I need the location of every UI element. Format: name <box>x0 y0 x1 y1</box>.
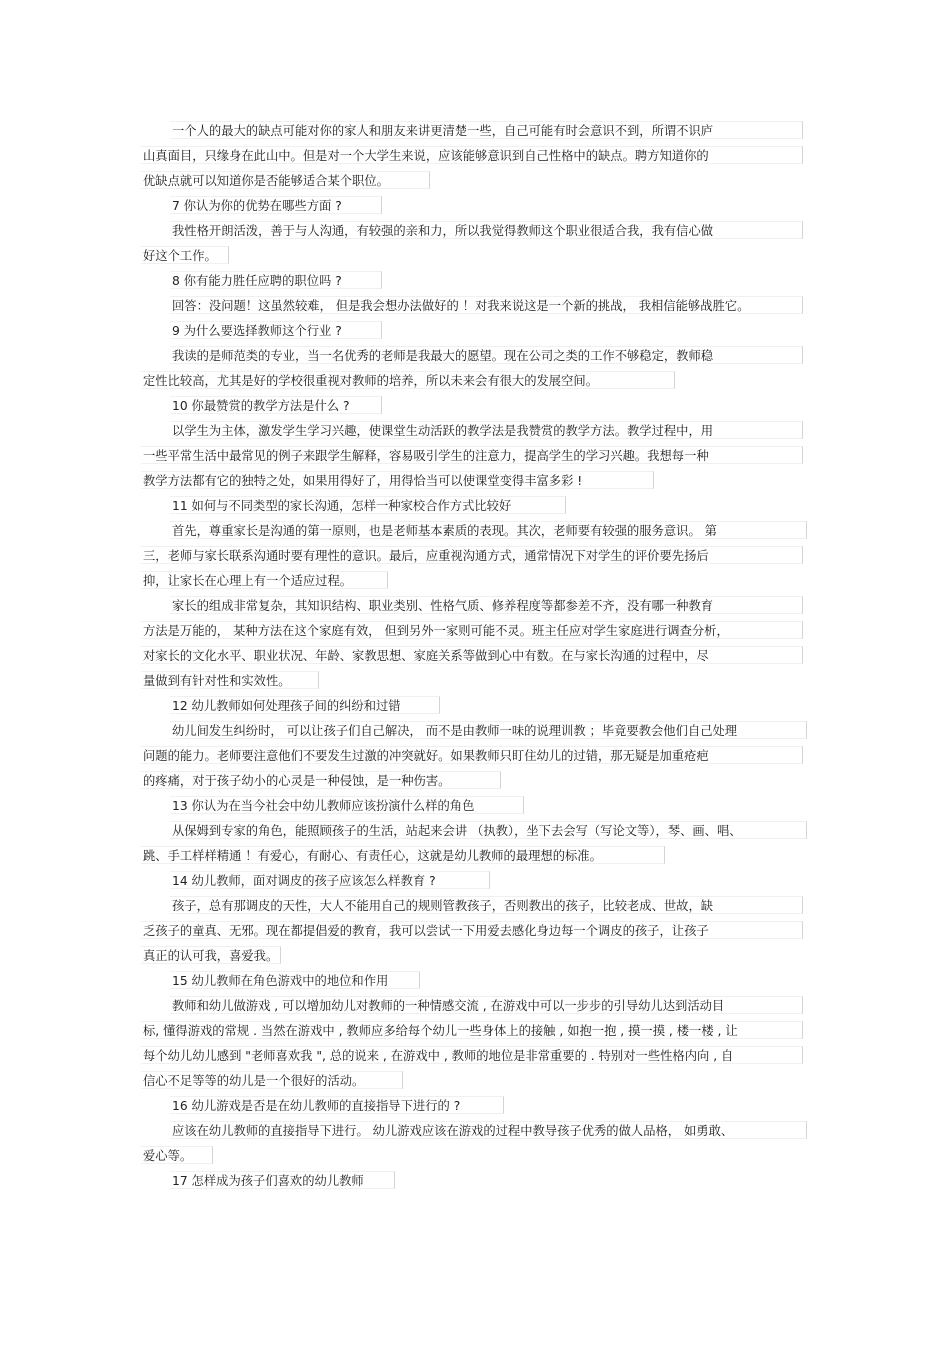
paragraph-line: 一个人的最大的缺点可能对你的家人和朋友来讲更清楚一些，自己可能有时会意识不到，所谓不识庐 <box>170 121 803 139</box>
paragraph-line: 回答：没问题！这虽然较难， 但是我会想办法做好的 ！对我来说这是一个新的挑战， 我相信能够战胜它。 <box>170 296 803 314</box>
paragraph-line: 幼儿间发生纠纷时， 可以让孩子们自己解决， 而不是由教师一味的说理训教 ；毕竟要教会他们自己处理 <box>170 721 807 739</box>
paragraph-line: 抑，让家长在心理上有一个适应过程。 <box>141 571 388 589</box>
question-heading: 11 如何与不同类型的家长沟通，怎样一种家校合作方式比较好 <box>170 496 566 514</box>
question-heading: 10 你最赞赏的教学方法是什么 ? <box>170 396 382 414</box>
question-heading: 14 幼儿教师，面对调皮的孩子应该怎么样教育 ? <box>170 871 490 889</box>
paragraph-line: 一些平常生活中最常见的例子来跟学生解释，容易吸引学生的注意力，提高学生的学习兴趣。我想每一种 <box>141 446 803 464</box>
paragraph-line: 优缺点就可以知道你是否能够适合某个职位。 <box>141 171 430 189</box>
paragraph-line: 方法是万能的， 某种方法在这个家庭有效， 但到另外一家则可能不灵。班主任应对学生家庭进行调查分析， <box>141 621 803 639</box>
paragraph-line: 我性格开朗活泼，善于与人沟通，有较强的亲和力，所以我觉得教师这个职业很适合我，我有信心做 <box>170 221 803 239</box>
paragraph-line: 三，老师与家长联系沟通时要有理性的意识。最后，应重视沟通方式，通常情况下对学生的评价要先扬后 <box>141 546 803 564</box>
question-heading: 17 怎样成为孩子们喜欢的幼儿教师 <box>170 1171 395 1189</box>
paragraph-line: 首先，尊重家长是沟通的第一原则，也是老师基本素质的表现。其次，老师要有较强的服务意识。 第 <box>170 521 807 539</box>
paragraph-line: 乏孩子的童真、无邪。现在都提倡爱的教育，我可以尝试一下用爱去感化身边每一个调皮的孩子，让孩子 <box>141 921 803 939</box>
paragraph-line: 量做到有针对性和实效性。 <box>141 671 319 689</box>
paragraph-line: 标, 懂得游戏的常规 . 当然在游戏中 , 教师应多给每个幼儿一些身体上的接触 , 如抱一抱 , 摸一摸 , 楼一楼 , 让 <box>141 1021 803 1039</box>
paragraph-line: 以学生为主体，激发学生学习兴趣，使课堂生动活跃的教学法是我赞赏的教学方法。教学过程中，用 <box>170 421 803 439</box>
question-heading: 15 幼儿教师在角色游戏中的地位和作用 <box>170 971 420 989</box>
paragraph-line: 从保姆到专家的角色，能照顾孩子的生活，站起来会讲 （执教），坐下去会写（写论文等），琴、画、唱、 <box>170 821 807 839</box>
paragraph-line: 孩子，总有那调皮的天性，大人不能用自己的规则管教孩子，否则教出的孩子，比较老成、世故，缺 <box>170 896 803 914</box>
paragraph-line: 定性比较高，尤其是好的学校很重视对教师的培养，所以未来会有很大的发展空间。 <box>141 371 675 389</box>
paragraph-line: 跳、手工样样精通 ！有爱心，有耐心、有责任心，这就是幼儿教师的最理想的标准。 <box>141 846 665 864</box>
question-heading: 12 幼儿教师如何处理孩子间的纠纷和过错 <box>170 696 440 714</box>
paragraph-line: 真正的认可我，喜爱我。 <box>141 946 281 964</box>
paragraph-line: 问题的能力。老师要注意他们不要发生过激的冲突就好。如果教师只盯住幼儿的过错，那无疑是加重疮疤 <box>141 746 803 764</box>
paragraph-line: 应该在幼儿教师的直接指导下进行。 幼儿游戏应该在游戏的过程中教导孩子优秀的做人品格， 如勇敢、 <box>170 1121 807 1139</box>
paragraph-line: 信心不足等等的幼儿是一个很好的活动。 <box>141 1071 403 1089</box>
paragraph-line: 我读的是师范类的专业，当一名优秀的老师是我最大的愿望。现在公司之类的工作不够稳定，教师稳 <box>170 346 803 364</box>
paragraph-line: 教学方法都有它的独特之处，如果用得好了，用得恰当可以使课堂变得丰富多彩 ! <box>141 471 654 489</box>
paragraph-line: 家长的组成非常复杂，其知识结构、职业类别、性格气质、修养程度等都参差不齐，没有哪一种教育 <box>170 596 803 614</box>
question-heading: 13 你认为在当今社会中幼儿教师应该扮演什么样的角色 <box>170 796 524 814</box>
question-heading: 16 幼儿游戏是否是在幼儿教师的直接指导下进行的 ? <box>170 1096 504 1114</box>
paragraph-line: 爱心等。 <box>141 1146 213 1164</box>
question-heading: 7 你认为你的优势在哪些方面 ? <box>170 196 382 214</box>
paragraph-line: 的疼痛，对于孩子幼小的心灵是一种侵蚀，是一种伤害。 <box>141 771 501 789</box>
paragraph-line: 每个幼儿幼儿感到 "老师喜欢我 ", 总的说来 , 在游戏中 , 教师的地位是非常重要的 . 特别对一些性格内向 , 自 <box>141 1046 803 1064</box>
paragraph-line: 对家长的文化水平、职业状况、年龄、家教思想、家庭关系等做到心中有数。在与家长沟通的过程中，尽 <box>141 646 803 664</box>
paragraph-line: 好这个工作。 <box>141 246 229 264</box>
paragraph-line: 山真面目，只缘身在此山中。但是对一个大学生来说，应该能够意识到自己性格中的缺点。聘方知道你的 <box>141 146 803 164</box>
question-heading: 8 你有能力胜任应聘的职位吗 ? <box>170 271 382 289</box>
question-heading: 9 为什么要选择教师这个行业 ? <box>170 321 382 339</box>
paragraph-line: 教师和幼儿做游戏 , 可以增加幼儿对教师的一种情感交流 , 在游戏中可以一步步的引导幼儿达到活动目 <box>170 996 803 1014</box>
